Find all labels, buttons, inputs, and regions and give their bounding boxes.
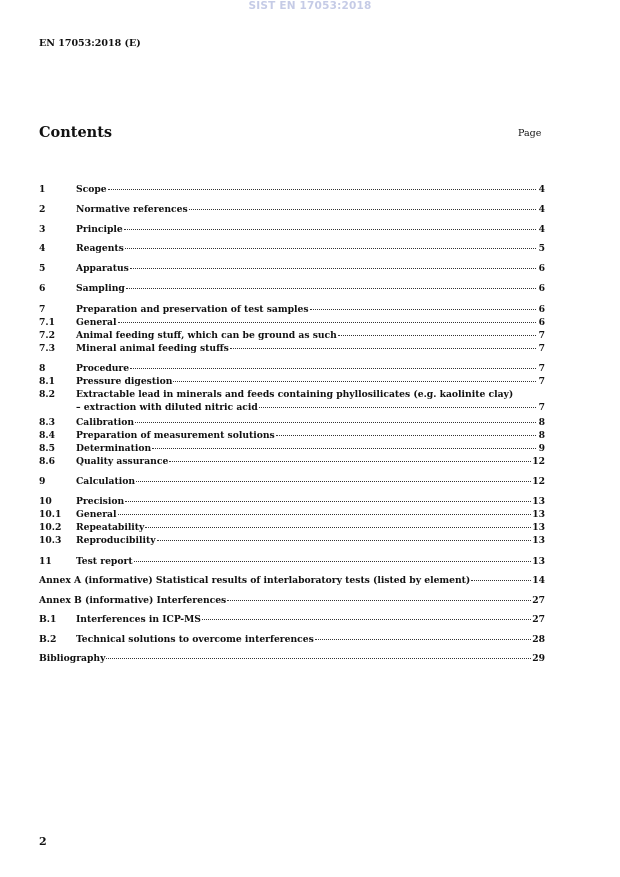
toc-entry-title: Quality assurance <box>76 456 169 467</box>
contents-title: Contents <box>39 124 113 141</box>
toc-entry[interactable] <box>39 330 545 342</box>
toc-entry-page: 7 <box>538 330 545 341</box>
toc-leader-dots <box>157 540 532 541</box>
toc-entry-title: Interferences in ICP-MS <box>76 614 201 625</box>
toc-entry-title: Calculation <box>76 476 136 487</box>
toc-entry-title: Reproducibility <box>76 535 156 546</box>
toc-entry-number: 10.3 <box>39 535 62 546</box>
toc-entry-page: 13 <box>532 509 545 520</box>
toc-entry[interactable] <box>39 595 545 607</box>
toc-leader-dots <box>106 658 531 659</box>
toc-leader-dots <box>471 580 531 581</box>
toc-leader-dots <box>134 561 532 562</box>
toc-entry[interactable] <box>39 304 545 316</box>
toc-entry-number: 10.1 <box>39 509 62 520</box>
toc-entry-page: 8 <box>538 430 545 441</box>
document-id: EN 17053:2018 (E) <box>39 38 141 49</box>
toc-entry-page: 28 <box>532 634 545 645</box>
toc-leader-dots <box>259 407 536 408</box>
toc-entry-title: Preparation and preservation of test samples <box>76 304 309 315</box>
watermark: SIST EN 17053:2018 <box>248 0 372 12</box>
toc-entry-title: Procedure <box>76 363 130 374</box>
toc-entry-number: 6 <box>39 283 46 294</box>
toc-entry-number: 8.1 <box>39 376 55 387</box>
toc-entry-number: 2 <box>39 204 46 215</box>
toc-entry-page: 6 <box>538 304 545 315</box>
toc-entry-page: 4 <box>538 204 545 215</box>
toc-leader-dots <box>169 461 531 462</box>
toc-entry-title: Precision <box>76 496 125 507</box>
toc-entry-title: Technical solutions to overcome interferences <box>76 634 314 645</box>
toc-entry[interactable] <box>39 243 545 255</box>
toc-entry-page: 13 <box>532 522 545 533</box>
toc-entry-number: 1 <box>39 184 46 195</box>
toc-leader-dots <box>124 229 536 230</box>
page-column-label: Page <box>518 128 542 139</box>
toc-entry[interactable] <box>39 496 545 508</box>
toc-entry-page: 7 <box>538 376 545 387</box>
toc-leader-dots <box>276 435 536 436</box>
toc-entry-page: 14 <box>532 575 545 586</box>
toc-leader-dots <box>118 322 536 323</box>
toc-entry-title: General <box>76 509 117 520</box>
toc-leader-dots <box>202 619 531 620</box>
toc-entry-number: 8.4 <box>39 430 55 441</box>
toc-leader-dots <box>135 422 536 423</box>
toc-leader-dots <box>130 268 536 269</box>
toc-entry-title: General <box>76 317 117 328</box>
toc-entry[interactable] <box>39 343 545 355</box>
toc-entry[interactable] <box>39 224 545 236</box>
toc-entry-title: Bibliography <box>39 653 106 664</box>
toc-entry-title: Scope <box>76 184 107 195</box>
toc-entry-title-continued: – extraction with diluted nitric acid <box>76 402 258 413</box>
toc-entry-number: B.1 <box>39 614 57 625</box>
toc-entry-title: Calibration <box>76 417 135 428</box>
toc-entry-number: 10 <box>39 496 52 507</box>
toc-leader-dots <box>230 348 536 349</box>
toc-entry-number: B.2 <box>39 634 57 645</box>
toc-leader-dots <box>173 381 536 382</box>
toc-entry[interactable] <box>39 204 545 216</box>
toc-entry[interactable] <box>39 443 545 455</box>
toc-entry-page: 7 <box>538 363 545 374</box>
toc-entry-page: 7 <box>538 343 545 354</box>
toc-entry[interactable] <box>39 283 545 295</box>
toc-entry-number: 7 <box>39 304 46 315</box>
toc-entry-number: 7.2 <box>39 330 55 341</box>
toc-leader-dots <box>315 639 531 640</box>
toc-leader-dots <box>118 514 532 515</box>
toc-entry-page: 6 <box>538 263 545 274</box>
toc-entry-title: Extractable lead in minerals and feeds containing phyllosilicates (e.g. kaolinite clay) <box>76 389 514 400</box>
toc-entry[interactable] <box>39 376 545 388</box>
toc-entry-number: 10.2 <box>39 522 62 533</box>
toc-entry-number: 7.1 <box>39 317 55 328</box>
toc-entry-title: Annex B (informative) Interferences <box>39 595 227 606</box>
toc-leader-dots <box>136 481 531 482</box>
toc-entry[interactable] <box>39 522 545 534</box>
toc-entry-page: 13 <box>532 556 545 567</box>
toc-entry-page: 13 <box>532 496 545 507</box>
toc-entry-number: 3 <box>39 224 46 235</box>
toc-entry-title: Apparatus <box>76 263 129 274</box>
toc-entry[interactable] <box>39 614 545 626</box>
toc-entry-page: 8 <box>538 417 545 428</box>
toc-entry-page: 27 <box>532 595 545 606</box>
toc-entry-page: 12 <box>532 456 545 467</box>
toc-entry-title: Mineral animal feeding stuffs <box>76 343 229 354</box>
toc-entry[interactable] <box>39 653 545 665</box>
page-number: 2 <box>39 835 47 848</box>
toc-entry-title: Repeatability <box>76 522 145 533</box>
toc-entry[interactable] <box>39 575 545 587</box>
toc-entry-page: 27 <box>532 614 545 625</box>
toc-entry-title: Sampling <box>76 283 125 294</box>
toc-entry-number: 8.2 <box>39 389 55 400</box>
toc-entry-page: 9 <box>538 443 545 454</box>
toc-entry[interactable] <box>39 363 545 375</box>
toc-entry-number: 4 <box>39 243 46 254</box>
toc-leader-dots <box>227 600 531 601</box>
toc-leader-dots <box>108 189 536 190</box>
toc-leader-dots <box>189 209 536 210</box>
toc-entry-page: 4 <box>538 184 545 195</box>
toc-entry-title: Principle <box>76 224 123 235</box>
toc-leader-dots <box>125 248 536 249</box>
toc-entry[interactable] <box>39 184 545 196</box>
toc-entry[interactable] <box>39 456 545 468</box>
toc-entry-number: 11 <box>39 556 52 567</box>
toc-entry-page: 5 <box>538 243 545 254</box>
toc-entry-page: 6 <box>538 283 545 294</box>
toc-leader-dots <box>338 335 536 336</box>
toc-entry[interactable] <box>39 317 545 329</box>
toc-entry[interactable] <box>39 389 545 415</box>
toc-entry-page: 13 <box>532 535 545 546</box>
toc-entry[interactable] <box>39 263 545 275</box>
toc-entry-number: 9 <box>39 476 46 487</box>
toc-entry-title: Determination <box>76 443 152 454</box>
toc-entry[interactable] <box>39 634 545 646</box>
toc-entry[interactable] <box>39 430 545 442</box>
toc-entry-page: 4 <box>538 224 545 235</box>
toc-entry-page: 12 <box>532 476 545 487</box>
toc-leader-dots <box>145 527 531 528</box>
toc-leader-dots <box>125 501 531 502</box>
toc-entry-number: 5 <box>39 263 46 274</box>
toc-entry-page: 7 <box>538 402 545 413</box>
toc-entry[interactable] <box>39 417 545 429</box>
toc-entry-page: 6 <box>538 317 545 328</box>
toc-leader-dots <box>152 448 536 449</box>
toc-entry-number: 8.6 <box>39 456 55 467</box>
toc-entry-number: 8 <box>39 363 46 374</box>
toc-entry-title: Animal feeding stuff, which can be ground as such <box>76 330 337 341</box>
toc-leader-dots <box>310 309 536 310</box>
toc-entry[interactable] <box>39 556 545 568</box>
toc-entry-title: Reagents <box>76 243 124 254</box>
toc-entry-title: Test report <box>76 556 133 567</box>
toc-entry-number: 8.5 <box>39 443 55 454</box>
toc-entry-number: 8.3 <box>39 417 55 428</box>
toc-entry[interactable] <box>39 476 545 488</box>
toc-entry[interactable] <box>39 535 545 547</box>
toc-entry-title: Pressure digestion <box>76 376 173 387</box>
toc-entry-title: Annex A (informative) Statistical results of interlaboratory tests (listed by element) <box>39 575 471 586</box>
toc-leader-dots <box>126 288 536 289</box>
toc-entry-number: 7.3 <box>39 343 55 354</box>
toc-entry-title: Normative references <box>76 204 188 215</box>
toc-entry[interactable] <box>39 509 545 521</box>
toc-entry-title: Preparation of measurement solutions <box>76 430 275 441</box>
toc-leader-dots <box>130 368 536 369</box>
toc-entry-page: 29 <box>532 653 545 664</box>
